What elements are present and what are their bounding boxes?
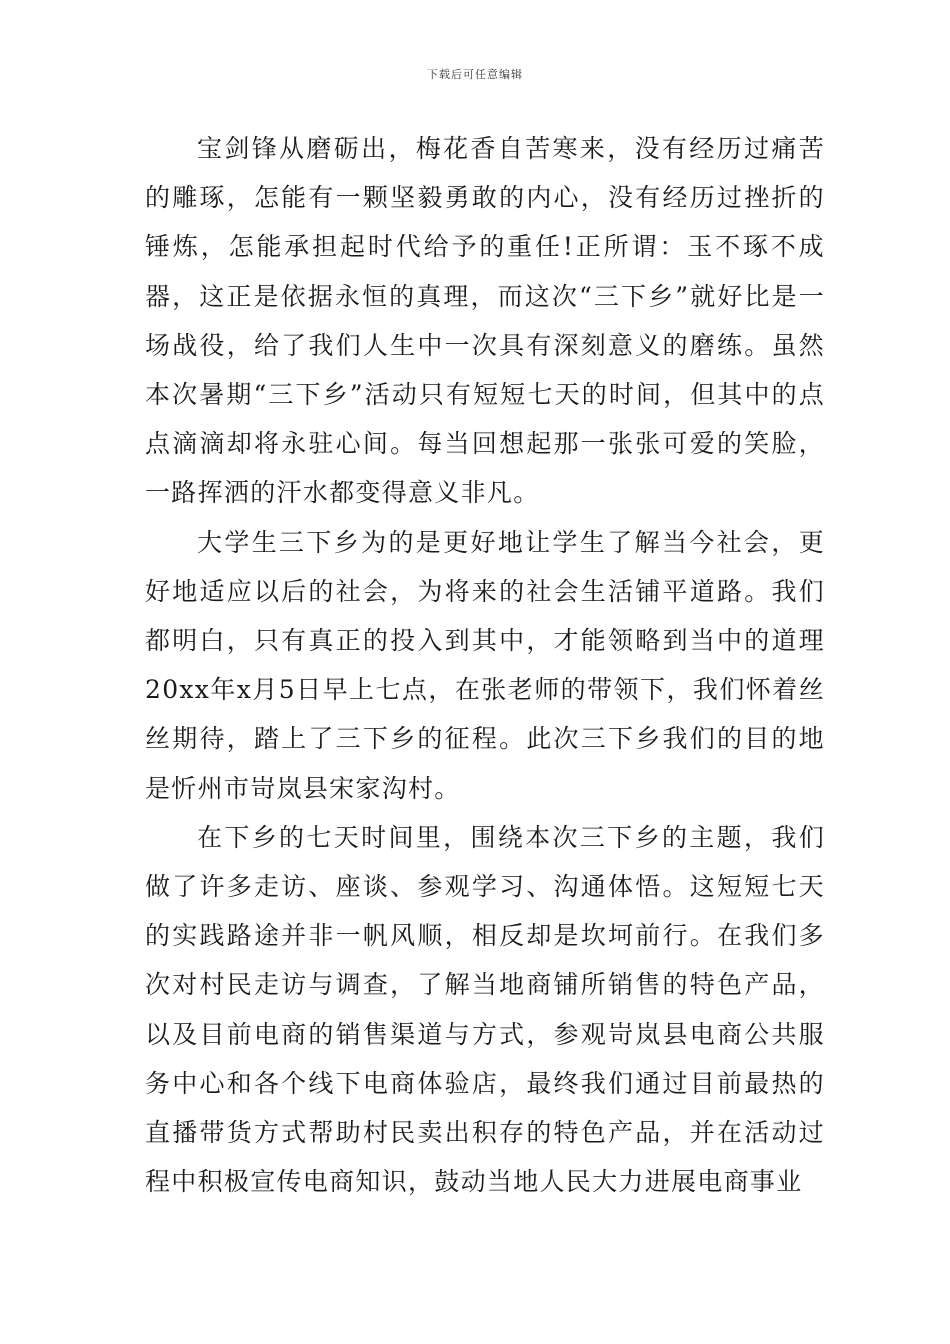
- body-paragraph-1: 宝剑锋从磨砺出，梅花香自苦寒来，没有经历过痛苦的雕琢，怎能有一颗坚毅勇敢的内心，没有经历过挫折的锤炼，怎能承担起时代给予的重任!正所谓：玉不琢不成器，这正是依据永恒的真理，而这次“三下乡”就好比是一场战役，给了我们人生中一次具有深刻意义的磨练。虽然本次暑期“三下乡”活动只有短短七天的时间，但其中的点点滴滴却将永驻心间。每当回想起那一张张可爱的笑脸，一路挥洒的汗水都变得意义非凡。: [145, 134, 825, 508]
- document-body: [145, 124, 825, 1206]
- page-header-note: 下载后可任意编辑: [427, 68, 523, 81]
- body-paragraph-3: 在下乡的七天时间里，围绕本次三下乡的主题，我们做了许多走访、座谈、参观学习、沟通体悟。这短短七天的实践路途并非一帆风顺，相反却是坎坷前行。在我们多次对村民走访与调查，了解当地商铺所销售的特色产品，以及目前电商的销售渠道与方式，参观岢岚县电商公共服务中心和各个线下电商体验店，最终我们通过目前最热的直播带货方式帮助村民卖出积存的特色产品，并在活动过程中积极宣传电商知识，鼓动当地人民大力进展电商事业: [145, 822, 825, 1197]
- body-paragraph-2: 大学生三下乡为的是更好地让学生了解当今社会，更好地适应以后的社会，为将来的社会生活铺平道路。我们都明白，只有真正的投入到其中，才能领略到当中的道理 20xx年x月5日早上七点，在张老师的带领下，我们怀着丝丝期待，踏上了三下乡的征程。此次三下乡我们的目的地是忻州市岢岚县宋家沟村。: [145, 527, 825, 803]
